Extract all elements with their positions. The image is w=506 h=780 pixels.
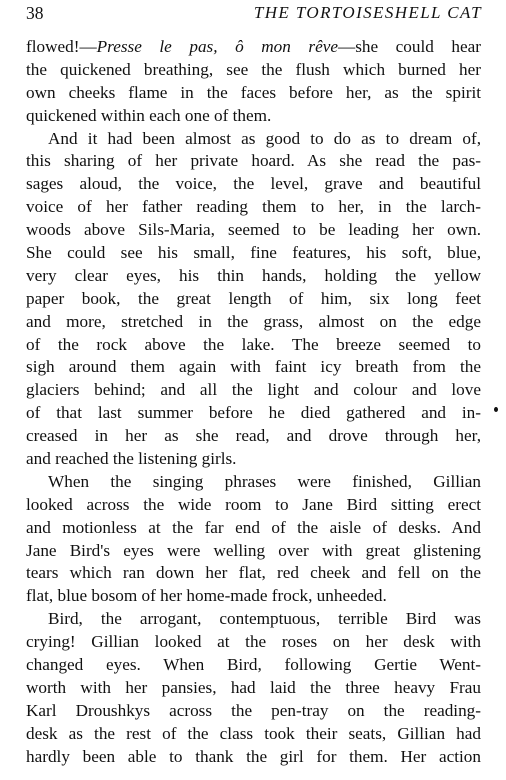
text-line: of that last summer before he died gathered and in- (26, 403, 481, 423)
text-line: of the rock above the lake. The breeze seemed to (26, 334, 481, 354)
page-header (26, 3, 482, 29)
text-line: tears which ran down her flat, red cheek and fell on the (26, 563, 481, 583)
text-line: and more, stretched in the grass, almost on the edge (26, 311, 481, 331)
text-line: flat, blue bosom of her home-made frock, unheeded. (26, 586, 387, 606)
text-segment: flowed!— (26, 37, 97, 56)
text-line: She could see his small, fine features, his soft, blue, (26, 243, 481, 263)
text-line: crying! Gillian looked at the roses on her desk with (26, 632, 481, 652)
text-line: creased in her as she read, and drove through her, (26, 426, 481, 446)
text-line: quickened within each one of them. (26, 105, 272, 125)
text-line: the quickened breathing, see the flush which burned her (26, 59, 481, 79)
text-line: looked across the wide room to Jane Bird sitting erect (26, 494, 481, 514)
text-line: desk as the rest of the class took their seats, Gillian had (26, 723, 481, 743)
text-line: paper book, the great length of him, six long feet (26, 288, 481, 308)
text-line (26, 36, 481, 59)
text-line: and reached the listening girls. (26, 449, 237, 469)
text-line: own cheeks flame in the faces before her, as the spirit (26, 82, 481, 102)
margin-ink-mark (494, 407, 498, 412)
body-text (26, 36, 481, 769)
text-line: Bird, the arrogant, contemptuous, terrible Bird was (48, 609, 481, 629)
text-segment: —she could hear (338, 37, 482, 56)
text-line: When the singing phrases were finished, Gillian (48, 471, 481, 491)
text-line: very clear eyes, his thin hands, holding the yellow (26, 265, 481, 285)
text-line: glaciers behind; and all the light and colour and love (26, 380, 481, 400)
text-line: hardly been able to thank the girl for them. Her action (26, 746, 481, 766)
text-line: And it had been almost as good to do as to dream of, (48, 128, 481, 148)
text-line: voice of her father reading them to her, in the larch- (26, 197, 481, 217)
italic-phrase: Presse le pas, ô mon rêve (96, 37, 339, 56)
text-line: worth with her pansies, had laid the three heavy Frau (26, 677, 481, 697)
text-line: sigh around them again with faint icy breath from the (26, 357, 481, 377)
text-line: Jane Bird's eyes were welling over with great glistening (26, 540, 481, 560)
text-line: changed eyes. When Bird, following Gertie Went- (26, 655, 481, 675)
page-number: 38 (26, 3, 44, 23)
running-head: THE TORTOISESHELL CAT (253, 3, 482, 22)
text-line: woods above Sils-Maria, seemed to be leading her own. (26, 220, 481, 240)
text-line: this sharing of her private hoard. As she read the pas- (26, 151, 481, 171)
text-line: Karl Droushkys across the pen-tray on the reading- (26, 700, 481, 720)
text-line: and motionless at the far end of the aisle of desks. And (26, 517, 481, 537)
text-line: sages aloud, the voice, the level, grave and beautiful (26, 174, 481, 194)
